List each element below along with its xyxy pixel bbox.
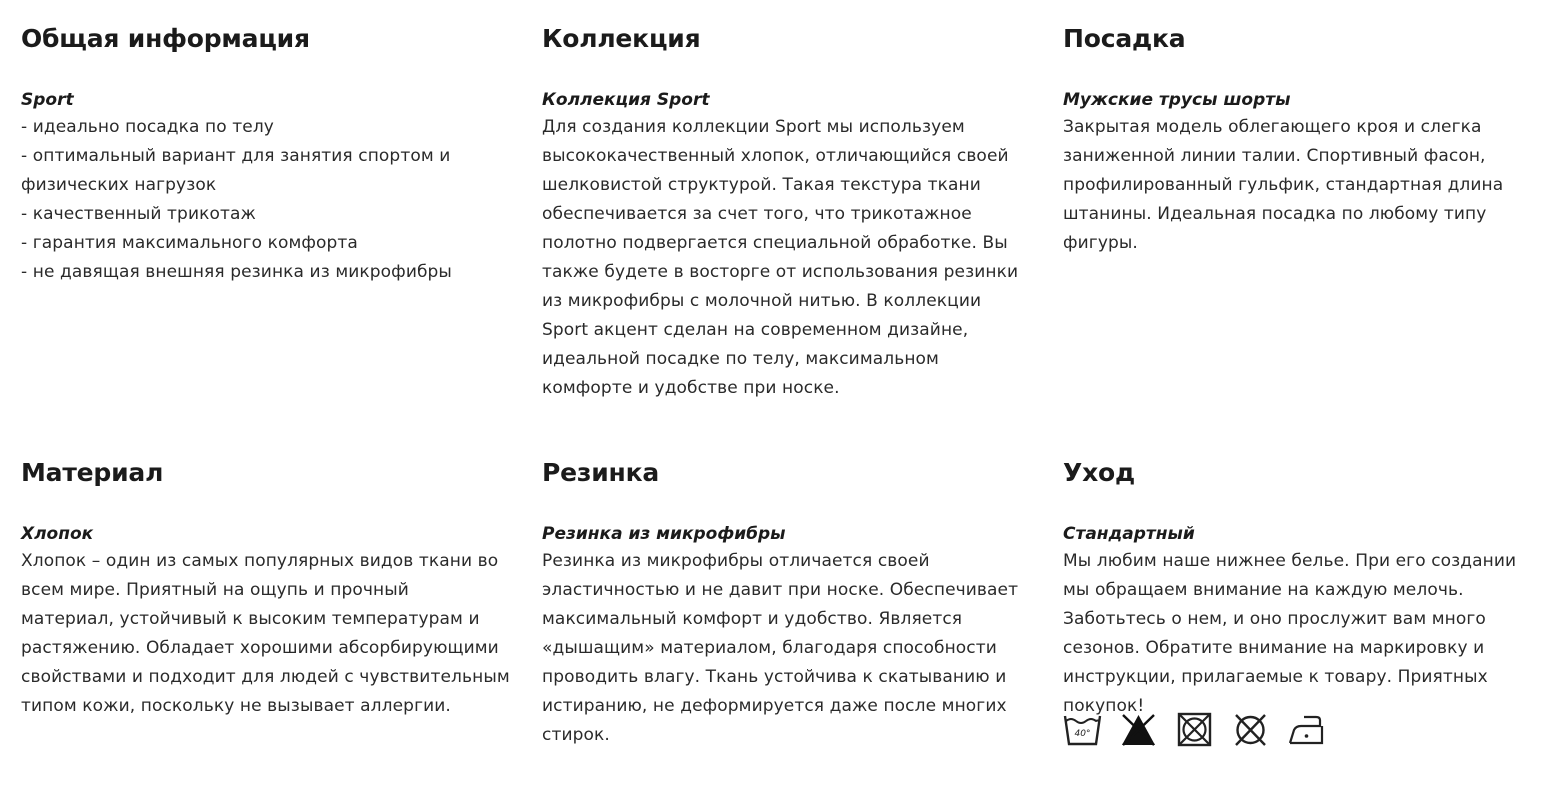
text-line: свойствами и подходит для людей с чувствительным xyxy=(21,667,510,687)
text-line: растяжению. Обладает хорошими абсорбирующими xyxy=(21,638,499,658)
section-title: Материал xyxy=(21,458,164,487)
section-title: Коллекция xyxy=(542,24,701,53)
text-line: физических нагрузок xyxy=(21,175,217,195)
text-line: комфорте и удобстве при носке. xyxy=(542,378,840,398)
no-dry-clean-icon xyxy=(1231,712,1270,748)
text-line: - качественный трикотаж xyxy=(21,204,256,224)
text-line: обеспечивается за счет того, что трикотажное xyxy=(542,204,972,224)
section-subtitle: Sport xyxy=(21,90,74,110)
wash-temp-label: 40° xyxy=(1074,729,1091,739)
text-line: также будете в восторге от использования резинки xyxy=(542,262,1019,282)
text-line: заниженной линии талии. Спортивный фасон, xyxy=(1063,146,1486,166)
text-line: - гарантия максимального комфорта xyxy=(21,233,358,253)
text-line: фигуры. xyxy=(1063,233,1138,253)
text-line: сезонов. Обратите внимание на маркировку и xyxy=(1063,638,1485,658)
text-line: типом кожи, поскольку не вызывает аллергии. xyxy=(21,696,451,716)
section-subtitle: Хлопок xyxy=(21,524,94,544)
text-line: Хлопок – один из самых популярных видов ткани во xyxy=(21,551,499,571)
text-line: Для создания коллекции Sport мы используем xyxy=(542,117,965,137)
section-subtitle: Мужские трусы шорты xyxy=(1063,90,1291,110)
text-line: из микрофибры с молочной нитью. В коллекции xyxy=(542,291,982,311)
text-line: эластичностью и не давит при носке. Обеспечивает xyxy=(542,580,1019,600)
section-waistband xyxy=(542,458,1042,750)
no-bleach-icon xyxy=(1119,712,1158,748)
section-text xyxy=(542,113,1042,403)
section-text xyxy=(1063,547,1549,721)
text-line: - не давящая внешняя резинка из микрофибры xyxy=(21,262,452,282)
text-line: проводить влагу. Ткань устойчива к скатыванию и xyxy=(542,667,1007,687)
text-line: мы обращаем внимание на каждую мелочь. xyxy=(1063,580,1464,600)
section-collection xyxy=(542,24,1042,403)
section-subtitle: Резинка из микрофибры xyxy=(542,524,786,544)
text-line: максимальный комфорт и удобство. Является xyxy=(542,609,963,629)
text-line: полотно подвергается специальной обработке. Вы xyxy=(542,233,1008,253)
text-line: идеальной посадке по телу, максимальном xyxy=(542,349,939,369)
section-fit xyxy=(1063,24,1549,258)
text-line: всем мире. Приятный на ощупь и прочный xyxy=(21,580,409,600)
text-line: инструкции, прилагаемые к товару. Приятных xyxy=(1063,667,1488,687)
text-line: Sport акцент сделан на современном дизайне, xyxy=(542,320,969,340)
section-title: Общая информация xyxy=(21,24,310,53)
section-title: Уход xyxy=(1063,458,1135,487)
section-care xyxy=(1063,458,1549,721)
no-tumble-dry-icon xyxy=(1175,712,1214,748)
text-line: шелковистой структурой. Такая текстура ткани xyxy=(542,175,981,195)
section-material xyxy=(21,458,521,721)
text-line: Закрытая модель облегающего кроя и слегка xyxy=(1063,117,1482,137)
text-line: Мы любим наше нижнее белье. При его создании xyxy=(1063,551,1517,571)
text-line: высококачественный хлопок, отличающийся своей xyxy=(542,146,1009,166)
section-text xyxy=(21,113,521,287)
iron-low-icon xyxy=(1287,712,1326,748)
section-general xyxy=(21,24,521,287)
text-line: - оптимальный вариант для занятия спортом и xyxy=(21,146,451,166)
text-line: штанины. Идеальная посадка по любому типу xyxy=(1063,204,1487,224)
section-subtitle: Коллекция Sport xyxy=(542,90,710,110)
text-line: стирок. xyxy=(542,725,610,745)
text-line: Резинка из микрофибры отличается своей xyxy=(542,551,930,571)
text-line: профилированный гульфик, стандартная длина xyxy=(1063,175,1504,195)
text-line: истиранию, не деформируется даже после многих xyxy=(542,696,1007,716)
section-subtitle: Стандартный xyxy=(1063,524,1195,544)
section-title: Резинка xyxy=(542,458,660,487)
wash-40-icon xyxy=(1063,712,1102,748)
text-line: - идеально посадка по телу xyxy=(21,117,274,137)
text-line: «дышащим» материалом, благодаря способности xyxy=(542,638,997,658)
section-text xyxy=(1063,113,1549,258)
care-icons xyxy=(1063,712,1326,748)
text-line: Заботьтесь о нем, и оно прослужит вам много xyxy=(1063,609,1486,629)
text-line: материал, устойчивый к высоким температурам и xyxy=(21,609,480,629)
section-text xyxy=(542,547,1042,750)
section-text xyxy=(21,547,521,721)
section-title: Посадка xyxy=(1063,24,1186,53)
text-line: покупок! xyxy=(1063,696,1145,716)
